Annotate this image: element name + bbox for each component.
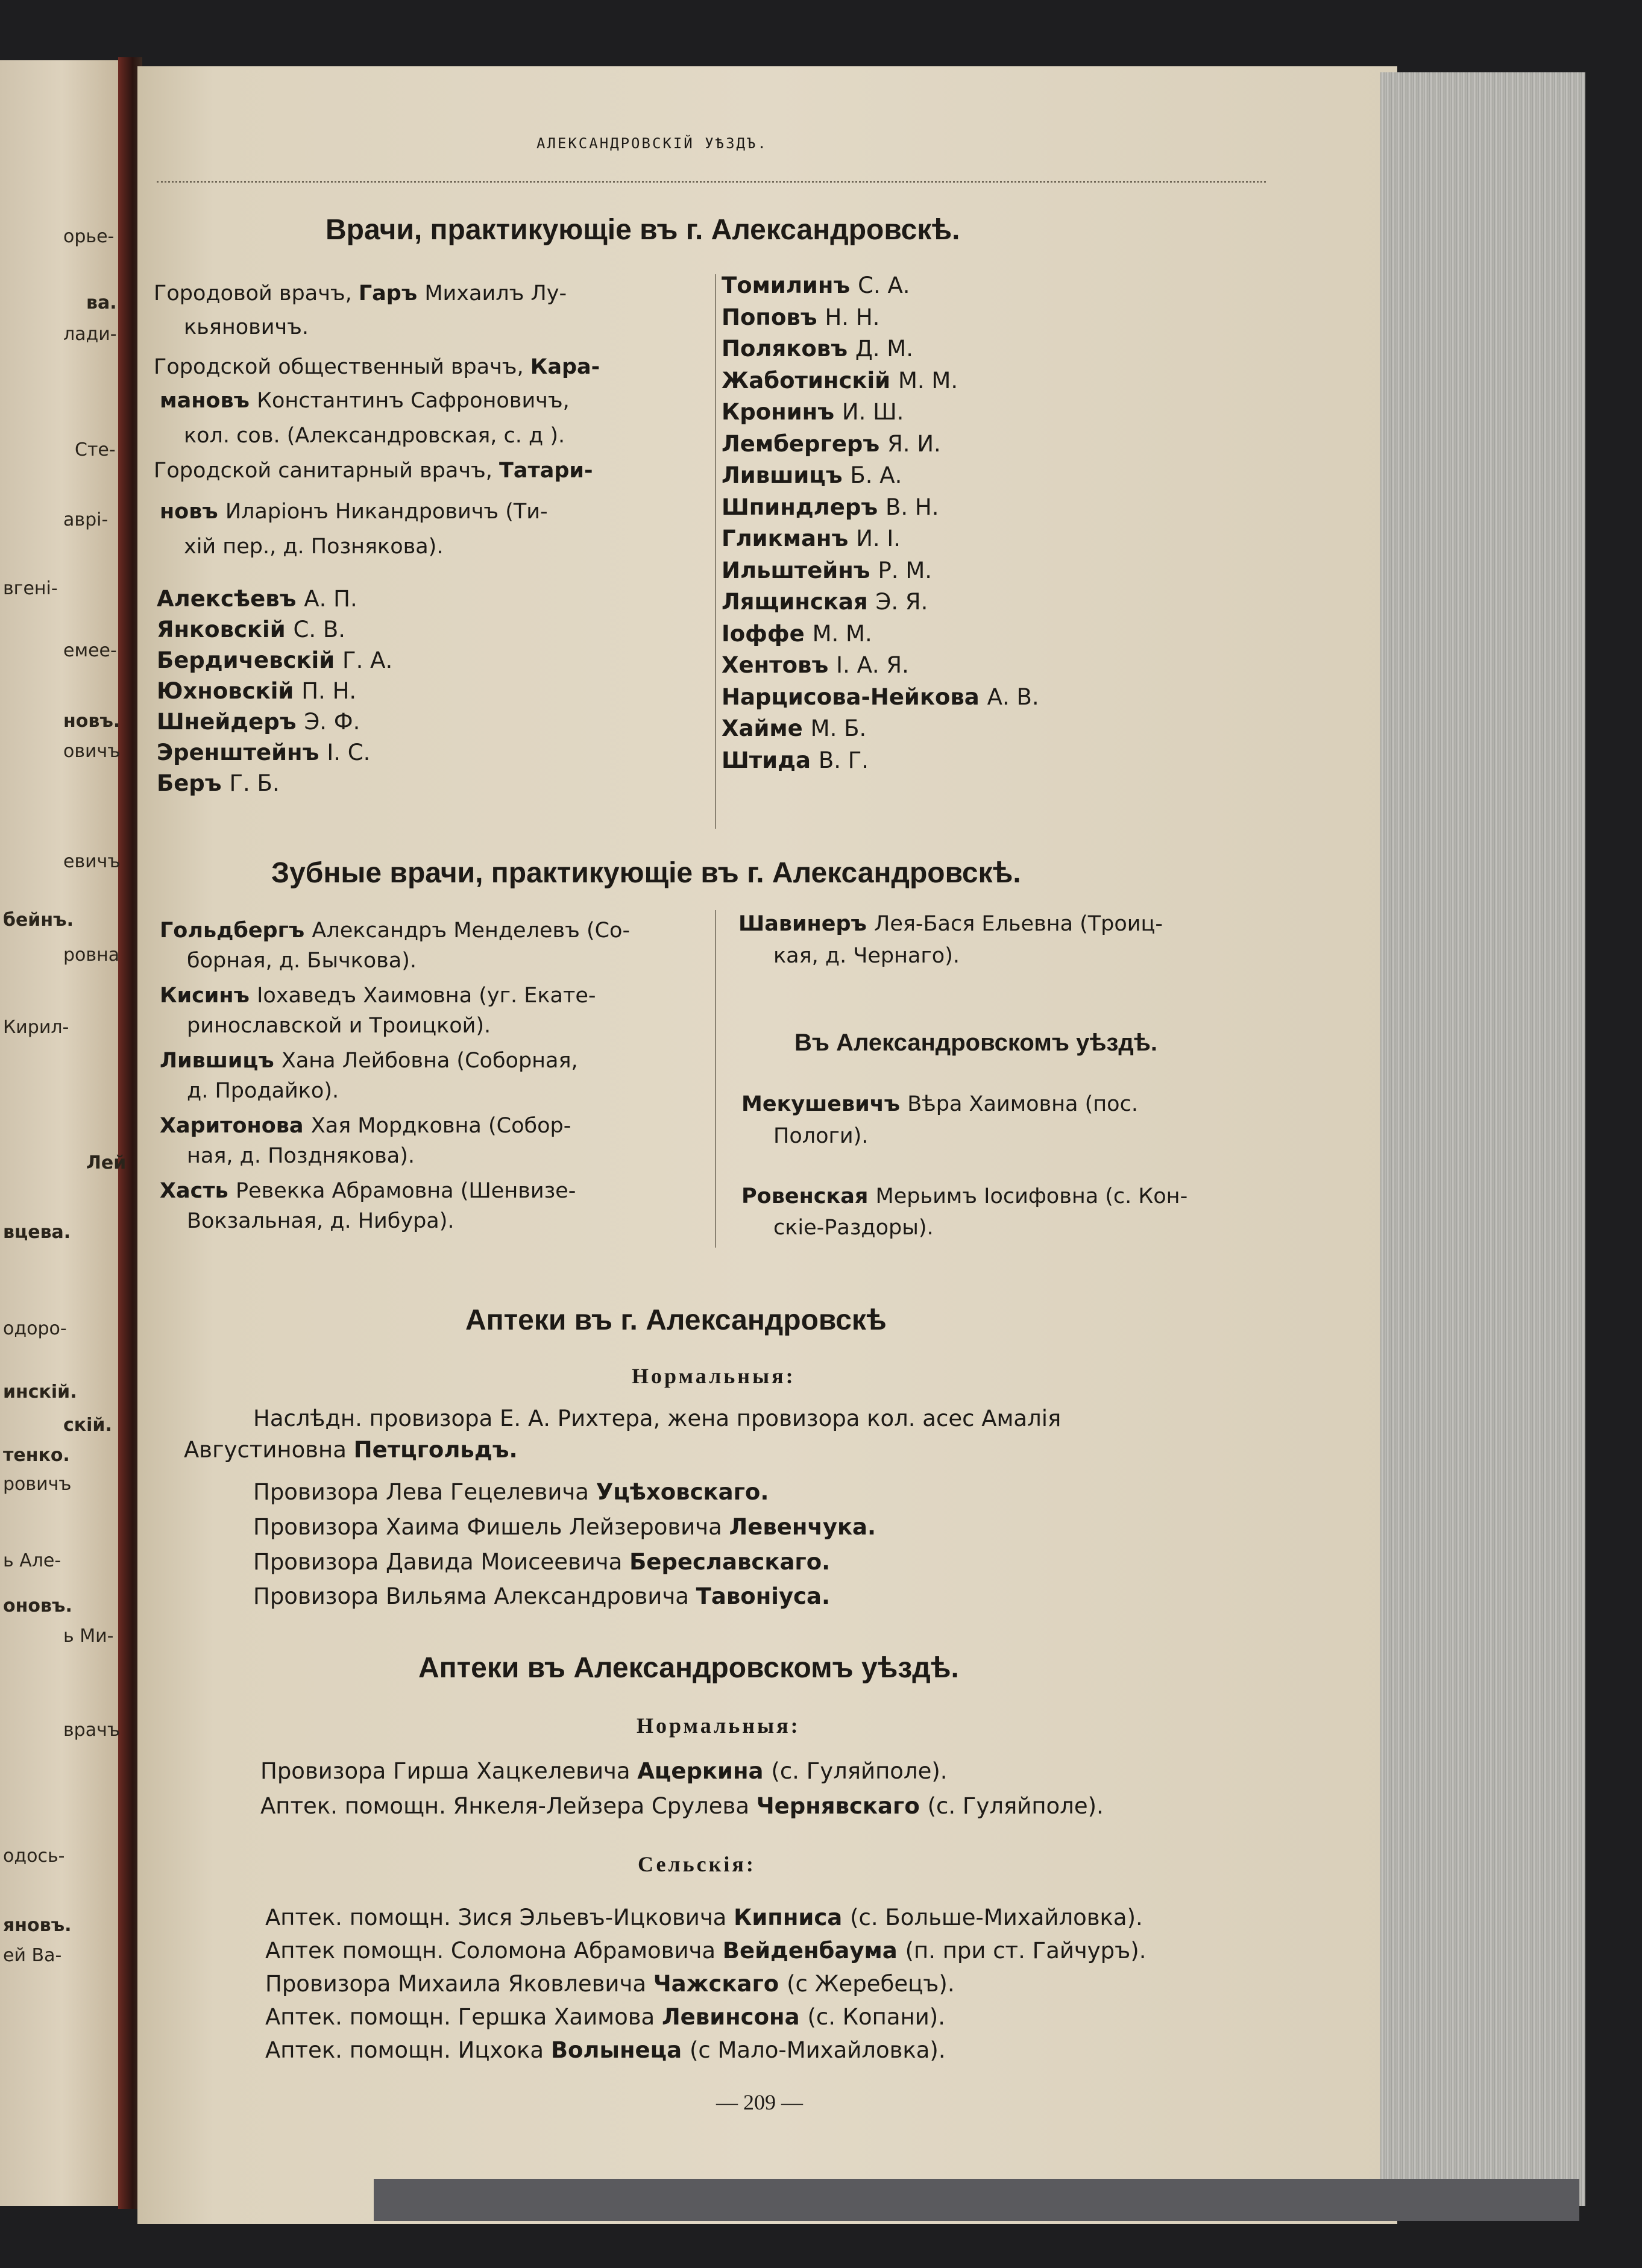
initials: И. Ш.	[841, 399, 904, 425]
pharmacy-owner: Кипниса	[734, 1905, 851, 1930]
dentist-uezd-line	[773, 1217, 934, 1239]
entry-text: Константинъ Сафроновичъ,	[257, 389, 570, 413]
dentist-entry-line	[773, 946, 960, 967]
doctor-name	[722, 430, 941, 457]
pharmacy-owner: Ацеркина	[637, 1758, 772, 1784]
pharmacy-owner: Вейденбаума	[722, 1938, 905, 1964]
left-page-fragment: одось-	[3, 1845, 65, 1867]
dentist-entry-line	[187, 950, 417, 972]
entry-text: Провизора Лева Гецелевича	[253, 1479, 596, 1505]
initials: Н. Н.	[825, 304, 880, 330]
doctor-name	[722, 496, 939, 518]
surname: Поляковъ	[722, 336, 855, 362]
initials: И. І.	[856, 526, 901, 551]
pharmacy-line	[260, 1760, 948, 1782]
entry-text: Аптек. помощн. Зися Эльевъ-Ицковича	[265, 1905, 734, 1930]
entry-text: Вокзальная, д. Нибура).	[187, 1209, 455, 1233]
doctor-entry-line	[184, 426, 565, 447]
entry-text: ринославской и Троицкой).	[187, 1014, 491, 1038]
left-page-fragment: Лей	[86, 1152, 127, 1173]
surname: Жаботинскій	[722, 367, 898, 394]
surname: Томилинъ	[722, 272, 858, 298]
initials: Г. Б.	[229, 770, 280, 796]
doctor-name	[722, 654, 909, 676]
doctor-entry-line	[184, 317, 309, 338]
doctor-name	[722, 591, 928, 613]
entry-text: Іохаведъ Хаимовна (уг. Екате-	[257, 984, 596, 1008]
surname: Янковскій	[157, 617, 294, 642]
left-page-fragment: емее-	[63, 640, 117, 661]
doctor-name	[722, 717, 866, 740]
doctor-name	[722, 559, 932, 582]
surname: Ровенская	[741, 1184, 876, 1208]
entry-text: ная, д. Позднякова).	[187, 1144, 415, 1168]
section-title-pharm-uezd: Аптеки въ Александровскомъ уѣздѣ.	[418, 1652, 959, 1684]
entry-text: Михаилъ Лу-	[424, 281, 567, 306]
doctor-name	[722, 401, 904, 423]
initials: М. Б.	[810, 715, 867, 741]
doctor-name	[722, 274, 910, 297]
left-page-fragment: тенко.	[3, 1445, 70, 1466]
dentist-entry-line	[187, 1211, 455, 1232]
bottom-shadow	[374, 2179, 1579, 2221]
pharmacy-owner: Уцѣховскаго.	[596, 1479, 769, 1505]
surname: Кара-	[530, 355, 600, 379]
pharmacy-owner: Левинсона	[661, 2004, 808, 2030]
doctor-name	[157, 741, 370, 764]
initials: А. В.	[987, 683, 1039, 710]
entry-text: кая, д. Чернаго).	[773, 944, 960, 968]
dentist-entry-line	[738, 914, 1163, 935]
left-page-fragment: ва.	[86, 292, 117, 313]
pharmacy-owner: Левенчука.	[729, 1514, 876, 1540]
dentist-entry-line	[187, 1081, 339, 1102]
dentist-uezd-line	[741, 1094, 1138, 1115]
surname: Шавинеръ	[738, 912, 874, 936]
initials: Р. М.	[878, 557, 933, 583]
entry-text: Городской санитарный врачъ,	[154, 459, 499, 483]
pharmacy-line	[253, 1551, 830, 1573]
doctor-entry-line	[184, 536, 443, 558]
initials: Э. Я.	[875, 589, 928, 615]
location: (с Мало-Михайловка).	[689, 2037, 946, 2063]
surname: Іоффе	[722, 620, 813, 647]
surname: мановъ	[160, 389, 257, 413]
doctor-name	[157, 772, 280, 794]
initials: Б. А.	[850, 462, 902, 488]
surname: Гаръ	[358, 281, 425, 306]
surname: Нарцисова-Нейкова	[722, 683, 987, 710]
surname: Хасть	[160, 1179, 236, 1203]
pharmacy-owner: Чажскаго	[653, 1971, 787, 1997]
initials: М. М.	[898, 367, 958, 394]
surname: Ильштейнъ	[722, 557, 878, 583]
entry-text: скіе-Раздоры).	[773, 1216, 934, 1240]
doctor-name	[722, 749, 869, 771]
column-divider-2	[715, 910, 716, 1248]
initials: Г. А.	[342, 647, 393, 673]
pharmacy-owner: Чернявскаго	[756, 1793, 928, 1819]
initials: П. Н.	[301, 678, 357, 704]
entry-text: Провизора Вильяма Александровича	[253, 1583, 696, 1609]
left-page-fragment: скій.	[63, 1415, 112, 1436]
entry-text: Хана Лейбовна (Соборная,	[281, 1049, 578, 1073]
left-page-fragment: бейнъ.	[3, 909, 74, 931]
column-divider	[715, 274, 716, 829]
surname: Юхновскій	[157, 678, 302, 704]
left-page-fragment: вгені-	[3, 578, 58, 599]
left-page-fragment: Кирил-	[3, 1017, 69, 1038]
left-page-fragment: лади-	[63, 324, 117, 345]
dentist-entry-line	[160, 920, 630, 941]
dentist-entry-line	[160, 1181, 576, 1202]
entry-text: Аптек. помощн. Янкеля-Лейзера Срулева	[260, 1793, 757, 1819]
surname: Кронинъ	[722, 399, 842, 425]
section-title-doctors: Врачи, практикующіе въ г. Александровскѣ.	[326, 214, 960, 246]
left-page-fragment: вцева.	[3, 1222, 71, 1243]
entry-text: хій пер., д. Познякова).	[184, 535, 444, 559]
left-page-fragment: ровна	[63, 944, 120, 966]
initials: А. П.	[304, 586, 357, 612]
entry-text: Мерьимъ Іосифовна (с. Кон-	[875, 1184, 1188, 1208]
left-page-fragment: ь Але-	[3, 1550, 61, 1571]
left-page	[0, 60, 127, 2206]
location: (с. Гуляйполе).	[771, 1758, 948, 1784]
subsection-title-dentists-uezd: Въ Александровскомъ уѣздѣ.	[794, 1029, 1158, 1056]
surname: новъ	[160, 500, 225, 524]
pharmacy-line	[253, 1481, 769, 1503]
location: (с. Копани).	[807, 2004, 945, 2030]
entry-text: Иларіонъ Никандровичъ (Ти-	[225, 500, 548, 524]
location: (с. Больше-Михайловка).	[850, 1905, 1143, 1930]
pharmacy-owner: Петцгольдъ.	[353, 1437, 518, 1463]
left-page-fragment: инскій.	[3, 1381, 77, 1403]
left-page-fragment: евичъ	[63, 851, 121, 872]
location: (с Жеребецъ).	[787, 1971, 955, 1997]
surname: Эренштейнъ	[157, 740, 327, 765]
entry-text: Августиновна	[184, 1437, 354, 1463]
surname: Харитонова	[160, 1114, 311, 1138]
location: (с. Гуляйполе).	[927, 1793, 1104, 1819]
initials: В. Г.	[818, 747, 869, 773]
entry-text: борная, д. Бычкова).	[187, 949, 417, 973]
pharmacy-owner: Волынеца	[550, 2037, 690, 2063]
surname: Лившицъ	[722, 462, 851, 488]
doctor-name	[722, 369, 958, 392]
entry-text: Вѣра Хаимовна (пос.	[907, 1092, 1138, 1116]
surname: Гольдбергъ	[160, 919, 312, 943]
entry-text: Аптек. помощн. Гершка Хаимова	[265, 2004, 662, 2030]
doctor-name	[157, 649, 392, 671]
doctor-name	[722, 338, 913, 360]
surname: Мекушевичъ	[741, 1092, 908, 1116]
left-page-fragment: орье-	[63, 226, 115, 247]
doctor-entry-line	[154, 357, 600, 378]
doctor-name	[722, 306, 879, 328]
dentist-uezd-line	[741, 1186, 1187, 1207]
surname: Лембергеръ	[722, 430, 888, 457]
surname: Шпиндлеръ	[722, 494, 886, 520]
entry-text: кол. сов. (Александровская, с. д ).	[184, 424, 565, 448]
surname: Хентовъ	[722, 652, 837, 678]
pharmacy-line	[253, 1407, 1061, 1430]
left-page-fragment: овичъ	[63, 741, 121, 762]
surname: Лившицъ	[160, 1049, 282, 1073]
entry-text: Провизора Хаима Фишель Лейзеровича	[253, 1514, 729, 1540]
dentist-entry-line	[160, 1051, 578, 1072]
initials: І. А. Я.	[836, 652, 909, 678]
location: (п. при ст. Гайчуръ).	[905, 1938, 1147, 1964]
surname: Лящинская	[722, 589, 876, 615]
surname: Татари-	[499, 459, 593, 483]
subsection-normal-2: Нормальныя:	[637, 1714, 801, 1738]
dentist-uezd-line	[773, 1126, 868, 1147]
page-edges	[1380, 72, 1585, 2206]
left-page-fragment: одоро-	[3, 1318, 67, 1339]
entry-text: Городской общественный врачъ,	[154, 355, 530, 379]
surname: Кисинъ	[160, 984, 257, 1008]
left-page-fragment: ей Ва-	[3, 1945, 62, 1966]
header-rule	[157, 181, 1266, 183]
doctor-name	[722, 464, 902, 486]
surname: Шнейдеръ	[157, 709, 304, 735]
page-number: — 209 —	[716, 2090, 803, 2114]
doctor-entry-line	[160, 391, 570, 412]
pharmacy-line	[184, 1439, 518, 1461]
surname: Бердичевскій	[157, 647, 343, 673]
surname: Беръ	[157, 770, 230, 796]
entry-text: Аптек. помощн. Ицхока	[265, 2037, 551, 2063]
doctor-name	[722, 620, 872, 647]
entry-text: д. Продайко).	[187, 1079, 339, 1103]
pharmacy-line	[260, 1795, 1104, 1817]
initials: В. Н.	[885, 494, 939, 520]
dentist-entry-line	[187, 1146, 415, 1167]
dentist-entry-line	[160, 1116, 571, 1137]
surname: Поповъ	[722, 304, 825, 330]
pharmacy-line	[265, 1973, 955, 1995]
initials: С. В.	[293, 617, 346, 642]
pharmacy-line	[265, 2039, 946, 2061]
entry-text: Аптек помощн. Соломона Абрамовича	[265, 1938, 723, 1964]
surname: Алексѣевъ	[157, 586, 304, 612]
initials: С. А.	[858, 272, 910, 298]
doctor-name	[157, 618, 345, 641]
subsection-normal-1: Нормальныя:	[632, 1364, 796, 1388]
doctor-entry-line	[154, 283, 567, 304]
initials: Д. М.	[855, 336, 913, 362]
pharmacy-line	[253, 1516, 876, 1538]
entry-text: кьяновичъ.	[184, 315, 309, 339]
entry-text: Александръ Менделевъ (Со-	[312, 919, 631, 943]
doctor-entry-line	[160, 501, 548, 523]
entry-text: Ревекка Абрамовна (Шенвизе-	[235, 1179, 576, 1203]
left-page-fragment: врачъ	[63, 1720, 121, 1741]
left-page-fragment: яновъ.	[3, 1915, 72, 1936]
left-page-fragment: ровичъ	[3, 1474, 72, 1495]
doctor-entry-line	[154, 460, 593, 482]
doctor-name	[157, 680, 356, 702]
entry-text: Пологи).	[773, 1124, 869, 1148]
surname: Штида	[722, 747, 819, 773]
entry-text: Хая Мордковна (Собор-	[310, 1114, 571, 1138]
left-page-fragment: новъ.	[63, 711, 121, 732]
doctor-name	[722, 527, 901, 550]
left-page-fragment: Сте-	[75, 439, 116, 460]
running-head: АЛЕКСАНДРОВСКІЙ УѢЗДЪ.	[536, 135, 768, 152]
entry-text: Лея-Бася Ельевна (Троиц-	[874, 912, 1163, 936]
subsection-rural: Сельскія:	[638, 1852, 756, 1876]
dentist-entry-line	[187, 1016, 491, 1037]
section-title-dentists: Зубные врачи, практикующіе въ г. Александровскѣ.	[271, 857, 1021, 889]
initials: Я. И.	[887, 430, 941, 457]
entry-text: Провизора Михаила Яковлевича	[265, 1971, 653, 1997]
pharmacy-owner: Тавоніуса.	[696, 1583, 831, 1609]
entry-text: Городовой врачъ,	[154, 281, 359, 306]
dentist-entry-line	[160, 985, 596, 1007]
initials: М. М.	[812, 620, 872, 647]
doctor-name	[157, 711, 360, 733]
pharmacy-owner: Береславскаго.	[629, 1549, 831, 1575]
pharmacy-line	[265, 1940, 1147, 1962]
left-page-fragment: аврі-	[63, 509, 109, 530]
surname: Хайме	[722, 715, 811, 741]
left-page-fragment: оновъ.	[3, 1595, 72, 1616]
doctor-name	[722, 683, 1039, 710]
pharmacy-line	[265, 2006, 945, 2028]
pharmacy-line	[253, 1585, 830, 1607]
entry-text: Провизора Давида Моисеевича	[253, 1549, 630, 1575]
surname: Гликманъ	[722, 526, 857, 551]
pharmacy-line	[265, 1906, 1143, 1929]
initials: І. С.	[327, 740, 371, 765]
entry-text: Провизора Гирша Хацкелевича	[260, 1758, 638, 1784]
doctor-name	[157, 588, 357, 610]
left-page-fragment: ь Ми-	[63, 1626, 114, 1647]
entry-text: Наслѣдн. провизора Е. А. Рихтера, жена провизора кол. асес Амалія	[253, 1406, 1062, 1431]
section-title-pharm-city: Аптеки въ г. Александровскѣ	[465, 1304, 887, 1336]
initials: Э. Ф.	[304, 709, 360, 735]
